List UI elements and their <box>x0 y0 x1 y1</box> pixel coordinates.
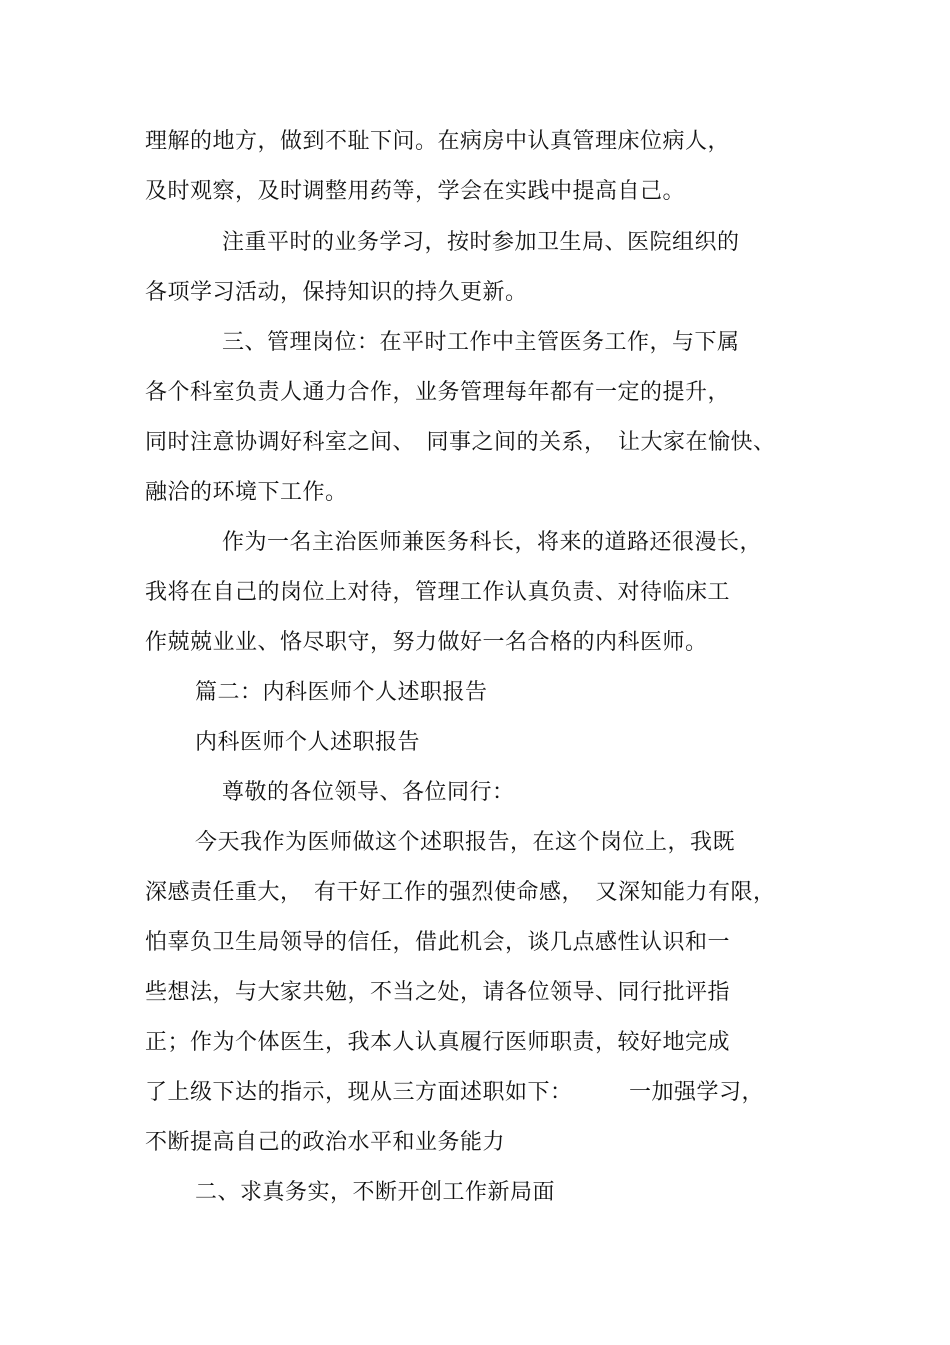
body-text-line: 各项学习活动，保持知识的持久更新。 <box>145 280 528 305</box>
paragraph-start-line: 今天我作为医师做这个述职报告，在这个岗位上，我既 <box>195 830 736 855</box>
body-text-line: 我将在自己的岗位上对待，管理工作认真负责、对待临床工 <box>145 580 731 605</box>
body-text-line: 同时注意协调好科室之间、 同事之间的关系， 让大家在愉快、 <box>145 430 776 455</box>
body-text-line: 融洽的环境下工作。 <box>145 480 348 505</box>
paragraph-start-line: 注重平时的业务学习，按时参加卫生局、医院组织的 <box>222 230 740 255</box>
report-title: 内科医师个人述职报告 <box>195 730 421 755</box>
body-text-line: 理解的地方，做到不耻下问。在病房中认真管理床位病人， <box>145 129 731 154</box>
paragraph-start-line: 作为一名主治医师兼医务科长，将来的道路还很漫长， <box>222 530 763 555</box>
body-text-line: 些想法，与大家共勉，不当之处，请各位领导、同行批评指 <box>145 980 731 1005</box>
section-heading-line: 三、管理岗位：在平时工作中主管医务工作，与下属 <box>222 330 740 355</box>
body-text-line: 作兢兢业业、恪尽职守，努力做好一名合格的内科医师。 <box>145 630 708 655</box>
body-text-line: 不断提高自己的政治水平和业务能力 <box>145 1130 506 1155</box>
body-text-line: 怕辜负卫生局领导的信任，借此机会，谈几点感性认识和一 <box>145 930 731 955</box>
chapter-title: 篇二：内科医师个人述职报告 <box>195 680 488 705</box>
salutation-line: 尊敬的各位领导、各位同行： <box>222 780 515 805</box>
body-text-line: 正；作为个体医生，我本人认真履行医师职责，较好地完成 <box>145 1030 731 1055</box>
section-heading-line: 二、求真务实，不断开创工作新局面 <box>195 1180 556 1205</box>
body-text-line: 及时观察，及时调整用药等，学会在实践中提高自己。 <box>145 179 686 204</box>
body-text-line: 深感责任重大， 有干好工作的强烈使命感， 又深知能力有限， <box>145 880 776 905</box>
body-text-line: 了上级下达的指示，现从三方面述职如下： 一加强学习， <box>145 1080 765 1105</box>
body-text-line: 各个科室负责人通力合作，业务管理每年都有一定的提升， <box>145 380 731 405</box>
